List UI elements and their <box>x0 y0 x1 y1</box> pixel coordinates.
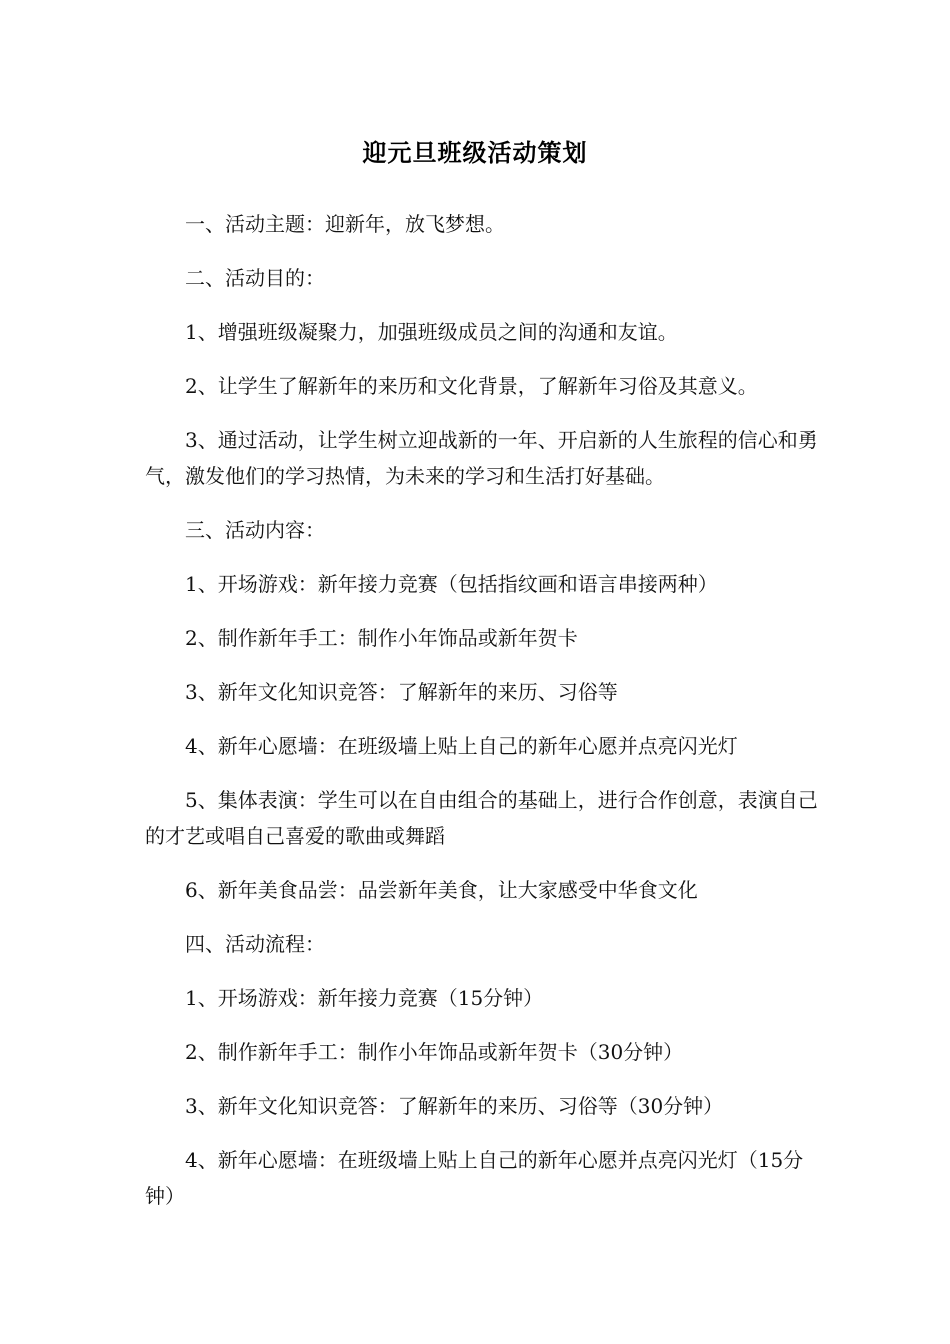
purpose-item-3: 3、通过活动，让学生树立迎战新的一年、开启新的人生旅程的信心和勇气，激发他们的学习热情，为未来的学习和生活打好基础。 <box>145 428 818 488</box>
process-item-3: 3、新年文化知识竞答：了解新年的来历、习俗等（30分钟） <box>185 1094 724 1118</box>
section-heading-theme: 一、活动主题：迎新年，放飞梦想。 <box>185 212 505 236</box>
content-item-4: 4、新年心愿墙：在班级墙上贴上自己的新年心愿并点亮闪光灯 <box>185 734 738 758</box>
content-item-2: 2、制作新年手工：制作小年饰品或新年贺卡 <box>185 626 578 650</box>
process-item-4: 4、新年心愿墙：在班级墙上贴上自己的新年心愿并点亮闪光灯（15分钟） <box>145 1148 804 1208</box>
document-title: 迎元旦班级活动策划 <box>362 139 588 167</box>
process-item-2: 2、制作新年手工：制作小年饰品或新年贺卡（30分钟） <box>185 1040 684 1064</box>
content-item-1: 1、开场游戏：新年接力竞赛（包括指纹画和语言串接两种） <box>185 572 718 596</box>
content-item-5: 5、集体表演：学生可以在自由组合的基础上，进行合作创意，表演自己的才艺或唱自己喜爱的歌曲或舞蹈 <box>145 788 818 848</box>
section-heading-purpose: 二、活动目的： <box>185 266 325 290</box>
content-item-3: 3、新年文化知识竞答：了解新年的来历、习俗等 <box>185 680 618 704</box>
purpose-item-2: 2、让学生了解新年的来历和文化背景，了解新年习俗及其意义。 <box>185 374 758 398</box>
content-item-6: 6、新年美食品尝：品尝新年美食，让大家感受中华食文化 <box>185 878 698 902</box>
purpose-item-1: 1、增强班级凝聚力，加强班级成员之间的沟通和友谊。 <box>185 320 678 344</box>
section-heading-process: 四、活动流程： <box>185 932 325 956</box>
process-item-1: 1、开场游戏：新年接力竞赛（15分钟） <box>185 986 544 1010</box>
document-body <box>145 206 825 1232</box>
section-heading-content: 三、活动内容： <box>185 518 325 542</box>
